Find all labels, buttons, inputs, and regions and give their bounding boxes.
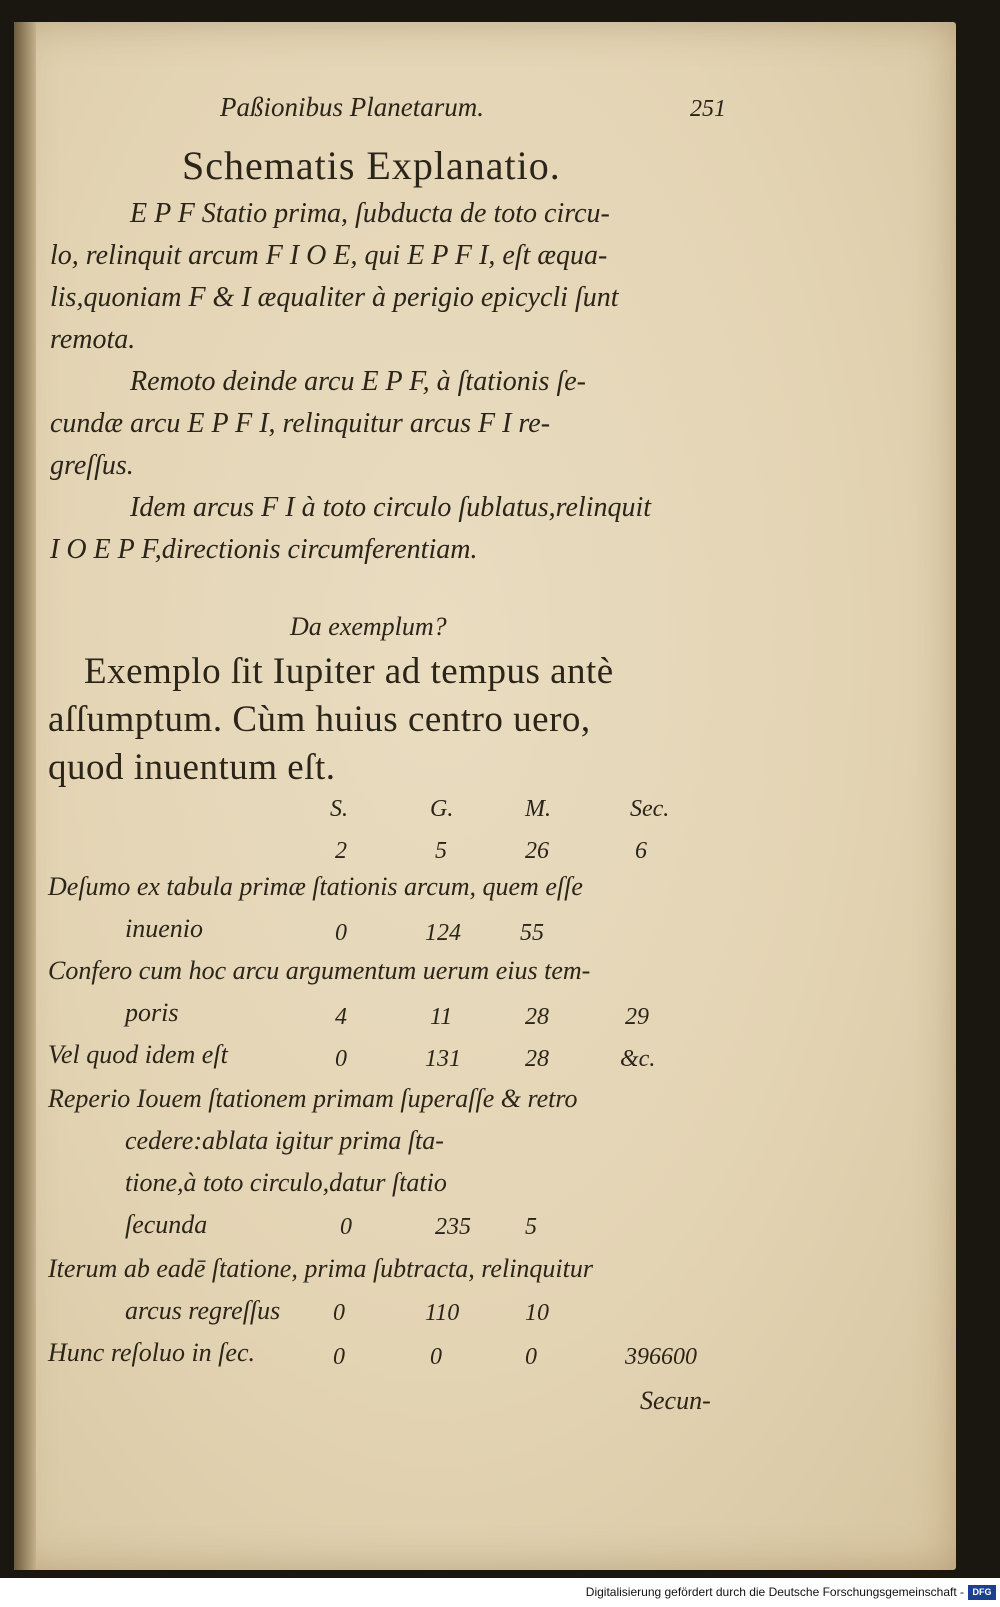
column-header: S.	[330, 796, 348, 822]
dfg-logo: DFG	[968, 1585, 996, 1600]
table-cell: 29	[625, 1004, 649, 1030]
table-row-label: tione,à toto circulo,datur ſtatio	[125, 1168, 447, 1197]
text-line: I O E P F,directionis circumferentiam.	[50, 534, 478, 565]
column-header: Sec.	[630, 796, 670, 822]
table-cell: 235	[435, 1214, 471, 1240]
digitization-footer	[0, 1578, 1000, 1607]
example-line: aſſumptum. Cùm huius centro uero,	[48, 699, 591, 740]
catchword: Secun-	[640, 1386, 711, 1415]
table-cell: 0	[340, 1214, 352, 1240]
table-cell: 0	[335, 1046, 347, 1072]
table-row-label: ſecunda	[125, 1210, 208, 1239]
text-line: Remoto deinde arcu E P F, à ſtationis ſe-	[130, 366, 586, 397]
table-row-label: Reperio Iouem ſtationem primam ſuperaſſe & retro	[48, 1084, 578, 1113]
table-cell: 6	[635, 838, 647, 864]
table-cell: 0	[525, 1344, 537, 1370]
table-cell: 28	[525, 1046, 549, 1072]
table-cell: 0	[333, 1300, 345, 1326]
text-line: remota.	[50, 324, 136, 355]
table-row-label: poris	[125, 998, 179, 1027]
page-gutter	[14, 22, 36, 1570]
text-line: cundæ arcu E P F I, relinquitur arcus F I re-	[50, 408, 551, 439]
table-cell: 131	[425, 1046, 461, 1072]
page-number: 251	[690, 96, 726, 122]
table-cell: 4	[335, 1004, 347, 1030]
table-cell: 0	[430, 1344, 442, 1370]
table-row-label: inuenio	[125, 914, 203, 943]
column-header: M.	[525, 796, 551, 822]
example-line: quod inuentum eſt.	[48, 747, 336, 788]
table-row-label: Iterum ab eadē ſtatione, prima ſubtracta, relinquitur	[48, 1254, 593, 1283]
table-cell: &c.	[620, 1046, 656, 1072]
text-line: greſſus.	[50, 450, 134, 481]
table-cell: 110	[425, 1300, 460, 1326]
table-cell: 10	[525, 1300, 549, 1326]
table-row-label: Vel quod idem eſt	[48, 1040, 228, 1069]
section-title: Schematis Explanatio.	[182, 143, 561, 188]
table-cell: 55	[520, 920, 544, 946]
table-cell: 28	[525, 1004, 549, 1030]
footer-text: Digitalisierung gefördert durch die Deutsche Forschungsgemeinschaft -	[585, 1585, 964, 1599]
text-line: E P F Statio prima, ſubducta de toto circu-	[130, 198, 610, 229]
column-header: G.	[430, 796, 454, 822]
text-line: lis,quoniam F & I æqualiter à perigio epicycli ſunt	[50, 282, 619, 313]
running-title: Paßionibus Planetarum.	[220, 92, 484, 122]
table-cell: 396600	[625, 1344, 697, 1370]
table-cell: 2	[335, 838, 347, 864]
table-cell: 5	[435, 838, 447, 864]
table-cell: 124	[425, 920, 461, 946]
table-row-label: Hunc reſoluo in ſec.	[48, 1338, 255, 1367]
table-cell: 5	[525, 1214, 537, 1240]
table-cell: 0	[333, 1344, 345, 1370]
table-row-label: arcus regreſſus	[125, 1296, 281, 1325]
table-row-label: Confero cum hoc arcu argumentum uerum eius tem-	[48, 956, 591, 985]
table-cell: 0	[335, 920, 347, 946]
question-heading: Da exemplum?	[290, 612, 447, 641]
table-row-label: cedere:ablata igitur prima ſta-	[125, 1126, 444, 1155]
text-line: Idem arcus F I à toto circulo ſublatus,relinquit	[130, 492, 652, 523]
table-row-label: Deſumo ex tabula primæ ſtationis arcum, quem eſſe	[48, 872, 583, 901]
table-cell: 26	[525, 838, 549, 864]
example-line: Exemplo ſit Iupiter ad tempus antè	[84, 651, 614, 692]
text-line: lo, relinquit arcum F I O E, qui E P F I, eſt æqua-	[50, 240, 608, 271]
table-cell: 11	[430, 1004, 453, 1030]
